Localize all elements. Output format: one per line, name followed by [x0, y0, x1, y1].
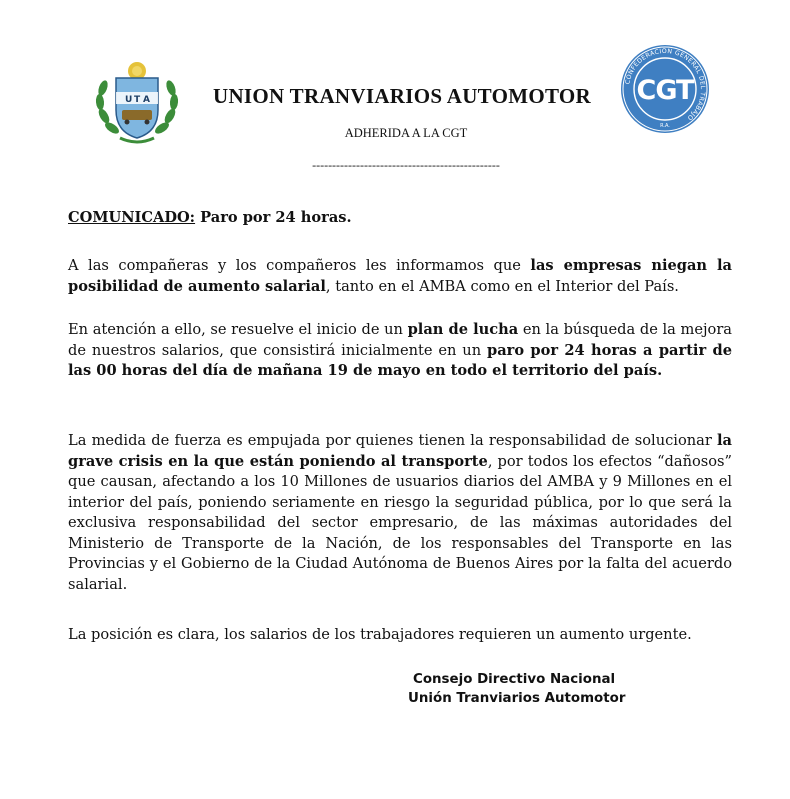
- svg-text:R.A.: R.A.: [660, 123, 670, 129]
- paragraph-responsibility: [68, 431, 732, 595]
- paragraph2-text-a: En atención a ello, se resuelve el inicio de un: [68, 321, 408, 338]
- communique-heading: [68, 208, 732, 229]
- paragraph2-emphasis-strike: paro por 24 horas a partir de las 00 horas del día de mañana 19 de mayo en todo el territorio del país.: [68, 341, 732, 379]
- svg-text:A: A: [143, 95, 150, 105]
- paragraph-position: [68, 625, 732, 646]
- paragraph1-text-c: , tanto en el AMBA como en el Interior del País.: [325, 277, 679, 295]
- svg-text:U: U: [125, 95, 133, 105]
- organization-title: UNION TRANVIARIOS AUTOMOTOR: [213, 84, 591, 108]
- communique-title: Paro por 24 horas.: [195, 209, 352, 226]
- svg-text:CONFEDERACION GENERAL DEL TRAB: CONFEDERACION GENERAL DEL TRABAJO: [624, 47, 707, 122]
- paragraph4-text: La posición es clara, los salarios de los trabajadores requieren un aumento urgente.: [68, 626, 692, 643]
- signature-block: [408, 670, 625, 708]
- signature-line-council: Consejo Directivo Nacional: [413, 672, 616, 687]
- paragraph-salary-denial: [68, 256, 732, 297]
- paragraph1-text-a: A las compañeras y los compañeros les informamos que: [68, 257, 531, 274]
- signature-line-union: Unión Tranviarios Automotor: [408, 691, 626, 706]
- paragraph3-text-a: La medida de fuerza es empujada por quienes tienen la responsabilidad de solucionar: [68, 432, 717, 449]
- svg-text:CGT: CGT: [636, 75, 694, 106]
- paragraph3-text-c: , por todos los efectos “dañosos” que causan, afectando a los 10 Millones de usuarios diarios del AMBA y 9 Millones en el interior del país, poniendo seriamente en riesgo la seguridad pública, por lo que será la exclusiva responsabilidad del sector empresario, de las máximas autoridades del Ministerio de Transporte de la Nación, de los responsables del Transporte en las Provincias y el Gobierno de la Ciudad Autónoma de Buenos Aires por la falta del acuerdo salarial.: [68, 452, 732, 593]
- paragraph2-text-c: en la búsqueda de la mejora de nuestros salarios, que consistirá inicialmente en un: [68, 321, 732, 359]
- affiliation-subtitle: ADHERIDA A LA CGT: [344, 126, 468, 140]
- cgt-seal-icon: [620, 44, 710, 134]
- svg-text:T: T: [134, 95, 141, 105]
- communique-label: COMUNICADO:: [68, 209, 196, 226]
- header-divider: -----------------------------------------------: [312, 158, 500, 172]
- paragraph2-emphasis-plan: plan de lucha: [407, 321, 519, 338]
- paragraph1-emphasis: las empresas niegan la posibilidad de aumento salarial: [68, 257, 733, 295]
- paragraph-strike-plan: [68, 320, 732, 382]
- paragraph3-emphasis: la grave crisis en la que están poniendo al transporte: [68, 432, 732, 470]
